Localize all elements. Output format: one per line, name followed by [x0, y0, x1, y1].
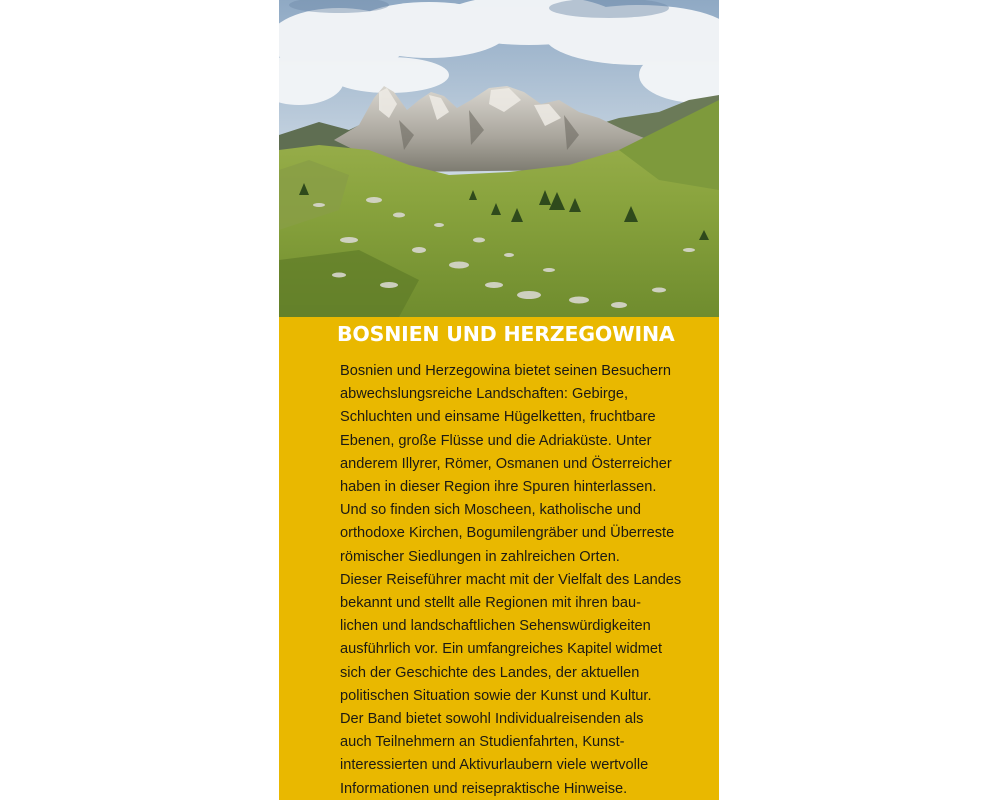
description-line: anderem Illyrer, Römer, Osmanen und Österreicher: [340, 455, 672, 472]
description-line: haben in dieser Region ihre Spuren hinterlassen.: [340, 479, 657, 496]
description-line: interessierten und Aktivurlaubern viele wertvolle: [340, 757, 649, 774]
mountain-landscape-image: [279, 0, 719, 317]
description-line: Dieser Reiseführer macht mit der Vielfalt des Landes: [340, 571, 682, 588]
description-line: bekannt und stellt alle Regionen mit ihren bau-: [340, 595, 641, 612]
description-line: Informationen und reisepraktische Hinweise.: [340, 780, 628, 797]
description-line: Und so finden sich Moscheen, katholische und: [340, 502, 641, 519]
description-line: Schluchten und einsame Hügelketten, fruchtbare: [340, 409, 656, 426]
book-back-cover: [279, 0, 719, 800]
description-line: römischer Siedlungen in zahlreichen Orten.: [340, 548, 620, 565]
description-line: auch Teilnehmern an Studienfahrten, Kunst-: [340, 734, 625, 751]
description-line: Bosnien und Herzegowina bietet seinen Besuchern: [340, 363, 672, 379]
description-line: sich der Geschichte des Landes, der aktuellen: [340, 664, 640, 681]
description-line: Ebenen, große Flüsse und die Adriaküste. Unter: [340, 432, 652, 449]
mountain-landscape-photo: [279, 0, 719, 317]
description-line: ausführlich vor. Ein umfangreiches Kapitel widmet: [340, 641, 663, 658]
description-line: Der Band bietet sowohl Individualreisenden als: [340, 711, 644, 728]
book-title: BOSNIEN UND HERZEGOWINA: [337, 322, 675, 346]
book-description: [340, 360, 710, 800]
description-line: lichen und landschaftlichen Sehenswürdigkeiten: [340, 618, 651, 635]
description-line: politischen Situation sowie der Kunst und Kultur.: [340, 687, 652, 704]
description-line: abwechslungsreiche Landschaften: Gebirge,: [340, 386, 629, 403]
description-line: orthodoxe Kirchen, Bogumilengräber und Überreste: [340, 525, 675, 542]
